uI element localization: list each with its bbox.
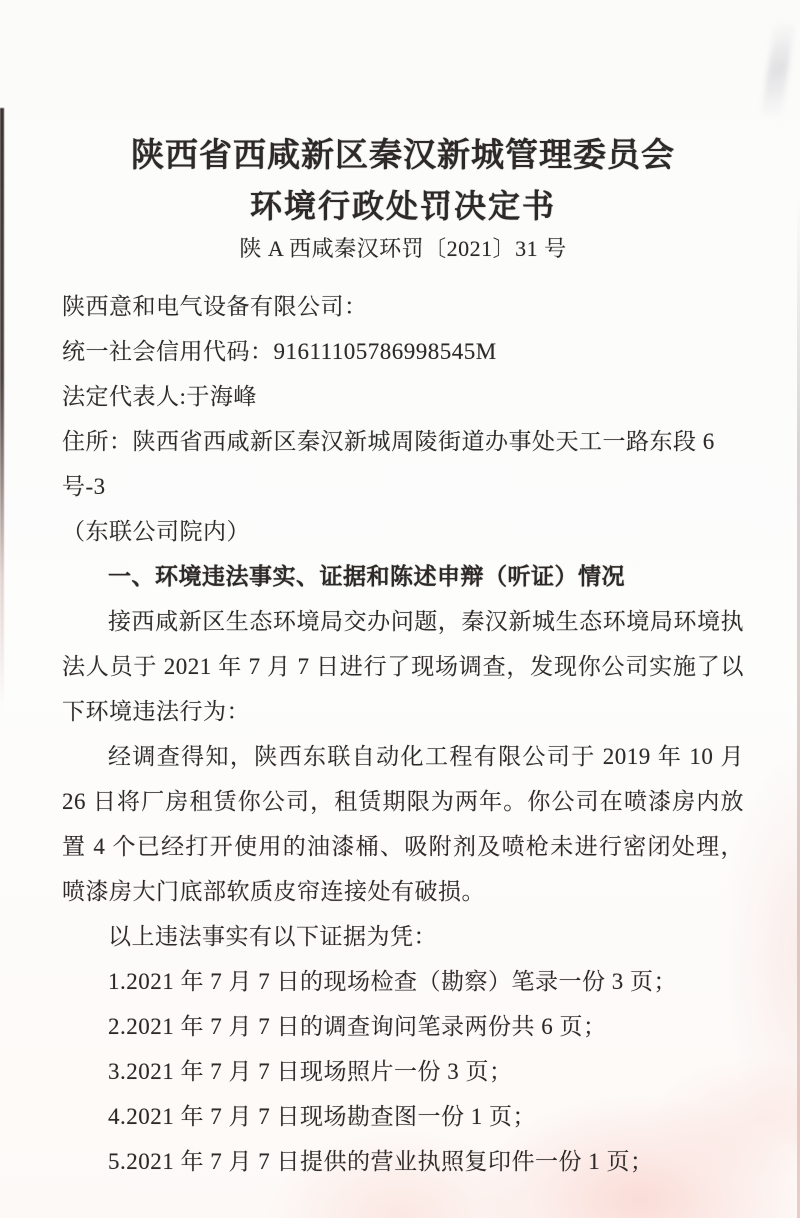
- recipient-line: 陕西意和电气设备有限公司：: [62, 294, 368, 319]
- scan-artifact-left-edge: [0, 108, 4, 708]
- scan-artifact-crease: [761, 21, 794, 118]
- evidence-item-4: 4.2021 年 7 月 7 日现场勘查图一份 1 页；: [108, 1104, 536, 1129]
- evidence-item-2: 2.2021 年 7 月 7 日的调查询问笔录两份共 6 页；: [108, 1014, 607, 1039]
- address-line-1: 住所：陕西省西咸新区秦汉新城周陵街道办事处天工一路东段 6 号-3: [62, 429, 715, 499]
- document-number: 陕 A 西咸秦汉环罚〔2021〕31 号: [239, 236, 567, 261]
- credit-code-label: 统一社会信用代码：: [62, 339, 274, 364]
- legal-representative-line: 法定代表人:于海峰: [62, 384, 257, 409]
- document-content: [62, 130, 744, 1184]
- section1-heading: 一、环境违法事实、证据和陈述申辩（听证）情况: [108, 564, 625, 589]
- evidence-intro: 以上违法事实有以下证据为凭：: [108, 924, 437, 949]
- address-line-2: （东联公司院内）: [62, 519, 250, 544]
- document-title-line1: 陕西省西咸新区秦汉新城管理委员会: [131, 138, 675, 174]
- document-title-line2: 环境行政处罚决定书: [249, 188, 556, 224]
- credit-code-value: 91611105786998545M: [273, 339, 497, 364]
- section1-paragraph-1: 接西咸新区生态环境局交办问题，秦汉新城生态环境局环境执法人员于 2021 年 7 月 7 日进行了现场调查，发现你公司实施了以下环境违法行为：: [62, 609, 744, 724]
- credit-code-line: [62, 329, 744, 374]
- section1-paragraph-2: 经调查得知，陕西东联自动化工程有限公司于 2019 年 10 月 26 日将厂房租赁你公司，租赁期限为两年。你公司在喷漆房内放置 4 个已经打开使用的油漆桶、吸附剂及喷枪未进行密闭处理，喷漆房大门底部软质皮帘连接处有破损。: [62, 744, 744, 904]
- evidence-item-1: 1.2021 年 7 月 7 日的现场检查（勘察）笔录一份 3 页；: [108, 969, 677, 994]
- evidence-item-5: 5.2021 年 7 月 7 日提供的营业执照复印件一份 1 页；: [108, 1149, 654, 1174]
- evidence-item-3: 3.2021 年 7 月 7 日现场照片一份 3 页；: [108, 1059, 513, 1084]
